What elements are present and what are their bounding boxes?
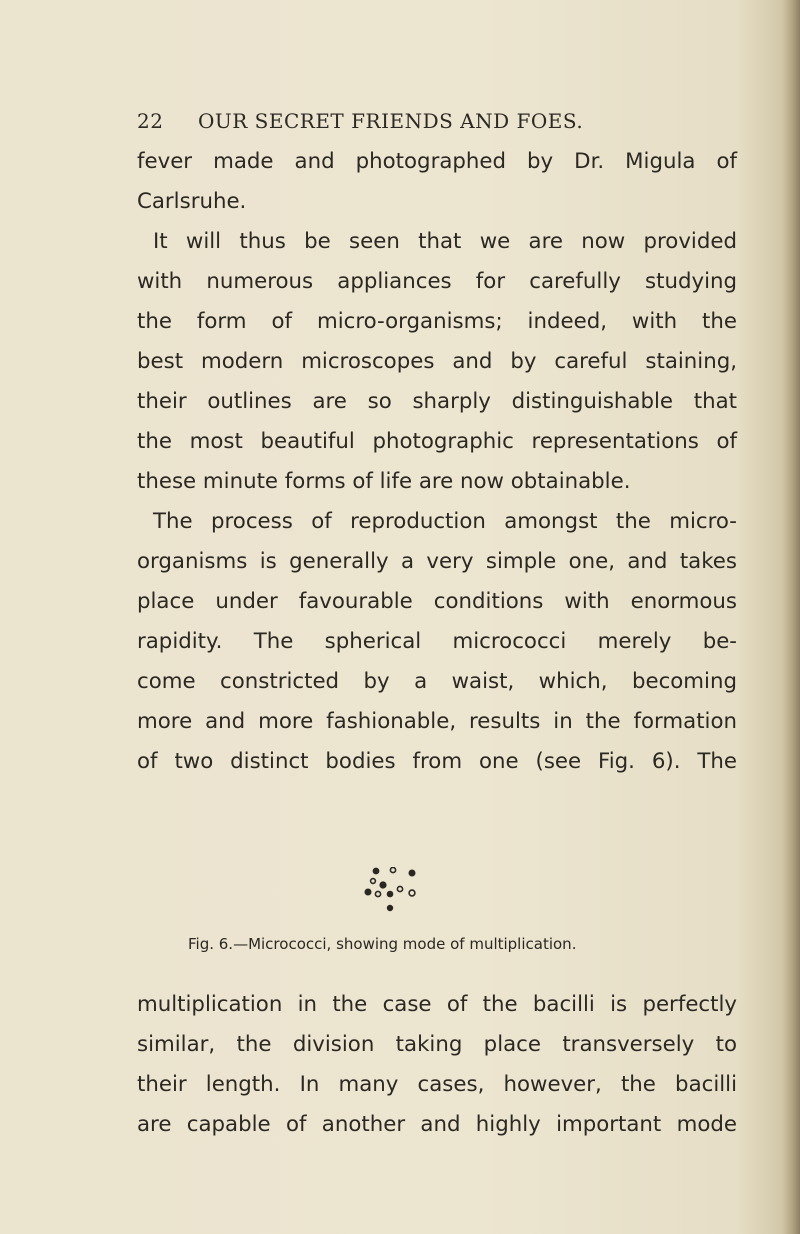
text-line: Carlsruhe. bbox=[137, 189, 247, 214]
body-text-bottom bbox=[137, 985, 737, 1145]
text-line: fever made and photographed by Dr. Migula of bbox=[137, 149, 737, 174]
text-line: more and more fashionable, results in the formation bbox=[137, 709, 737, 734]
micrococcus-dot bbox=[375, 891, 380, 896]
text-line: with numerous appliances for carefully studying bbox=[137, 269, 737, 294]
micrococcus-dot bbox=[397, 886, 402, 891]
page-number: 22 bbox=[137, 109, 164, 133]
page-edge-shadow bbox=[782, 0, 800, 1234]
micrococci-figure bbox=[360, 867, 470, 927]
micrococcus-dot bbox=[380, 882, 386, 888]
text-line: these minute forms of life are now obtainable. bbox=[137, 469, 631, 494]
running-title: OUR SECRET FRIENDS AND FOES. bbox=[198, 109, 584, 133]
micrococcus-dot bbox=[388, 892, 393, 897]
running-head bbox=[137, 109, 697, 137]
micrococcus-dot bbox=[371, 879, 376, 884]
text-line: similar, the division taking place transversely to bbox=[137, 1032, 737, 1057]
text-line: the form of micro-organisms; indeed, with the bbox=[137, 309, 737, 334]
text-line: come constricted by a waist, which, becoming bbox=[137, 669, 737, 694]
body-text-top bbox=[137, 142, 737, 782]
text-line: of two distinct bodies from one (see Fig. 6). The bbox=[137, 749, 737, 774]
micrococcus-dot bbox=[373, 868, 378, 873]
text-line: The process of reproduction amongst the micro- bbox=[153, 509, 737, 534]
micrococcus-dot bbox=[388, 906, 393, 911]
text-line: place under favourable conditions with enormous bbox=[137, 589, 737, 614]
figure-caption: Fig. 6.—Micrococci, showing mode of multiplication. bbox=[188, 935, 577, 953]
micrococcus-dot bbox=[409, 870, 414, 875]
text-line: rapidity. The spherical micrococci merely be- bbox=[137, 629, 737, 654]
micrococcus-dot bbox=[409, 890, 415, 896]
text-line: their outlines are so sharply distinguishable that bbox=[137, 389, 737, 414]
micrococcus-dot bbox=[390, 867, 395, 872]
text-line: It will thus be seen that we are now provided bbox=[153, 229, 737, 254]
text-line: organisms is generally a very simple one, and takes bbox=[137, 549, 737, 574]
text-line: multiplication in the case of the bacilli is perfectly bbox=[137, 992, 737, 1017]
text-line: best modern microscopes and by careful staining, bbox=[137, 349, 737, 374]
text-line: the most beautiful photographic representations of bbox=[137, 429, 737, 454]
text-line: their length. In many cases, however, the bacilli bbox=[137, 1072, 737, 1097]
micrococcus-dot bbox=[365, 889, 370, 894]
text-line: are capable of another and highly important mode bbox=[137, 1112, 737, 1137]
